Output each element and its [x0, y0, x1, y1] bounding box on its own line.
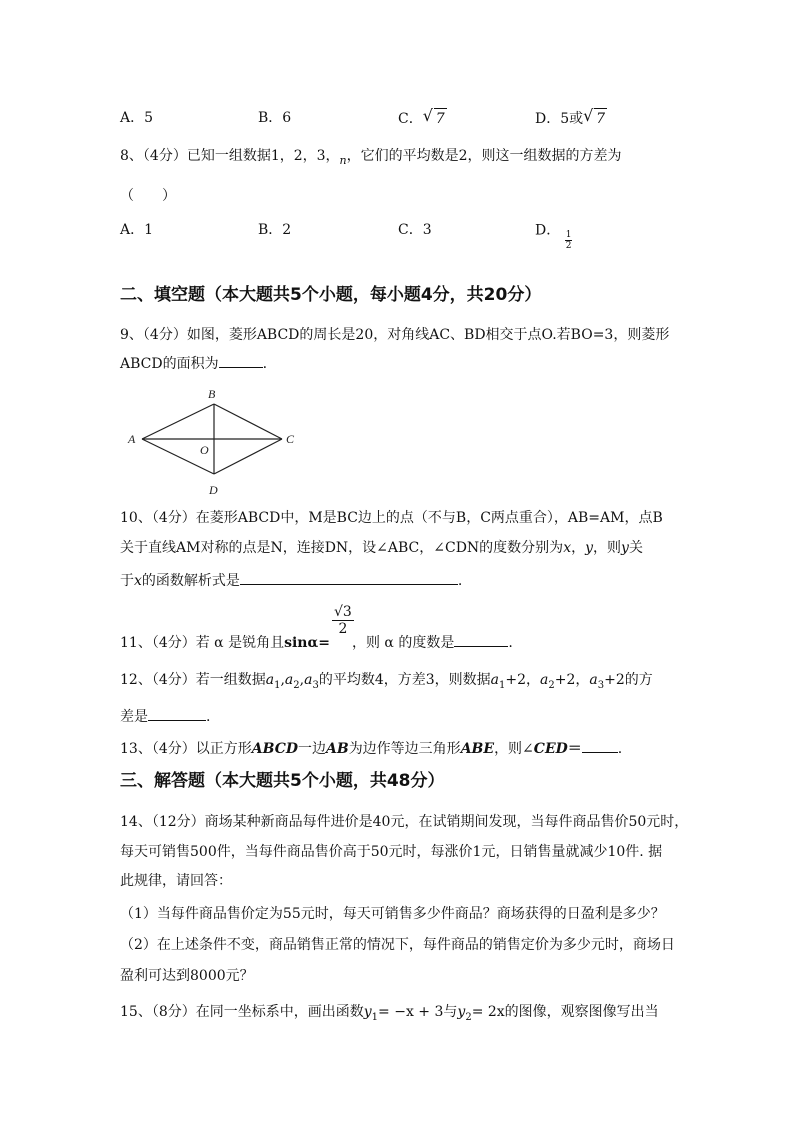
q11-prefix: 11、（4分）若 α 是锐角且 [120, 635, 285, 651]
q12-stem: 12、（4分）若一组数据$a_1,a_2,a_3$的平均数4，方差3，则数据$a_1+2$，$a_2+2$，$a_3+2$的方 [120, 672, 653, 691]
var-y: y [457, 1004, 466, 1020]
var-a: a [589, 672, 598, 688]
q7-option-d [535, 108, 607, 129]
q13-stem [120, 738, 622, 759]
subscript: 1 [371, 1011, 379, 1023]
side-cd [214, 439, 282, 474]
var-a: a [265, 672, 275, 688]
fraction-denominator: 2 [565, 241, 572, 251]
var-a: a [284, 672, 294, 688]
subscript: 3 [597, 679, 605, 691]
q14-line3: 此规律，请回答： [120, 873, 232, 889]
q13-mid3: ，则∠ [494, 741, 534, 757]
q12-end: 的方 [624, 672, 653, 688]
q11-sin: sinα= [284, 635, 330, 651]
var-y: y [621, 540, 629, 556]
q7-option-a: A．5 [120, 110, 154, 126]
plus-two: +2 [554, 672, 576, 688]
q14-sub2-cont: 盈利可达到8000元？ [120, 968, 254, 984]
q11-suffix: ，则 α 的度数是 [351, 635, 455, 651]
q10-line3 [120, 570, 462, 591]
q9-line2 [120, 353, 267, 374]
q7-option-c-label: C． [398, 111, 423, 127]
q8-prefix: 8、（4分）已知一组数据1，2，3， [120, 148, 340, 164]
q11-end: . [508, 635, 513, 651]
q15-and: 与 [443, 1004, 458, 1020]
q10-line1: 10、（4分）在菱形ABCD中，M是BC边上的点（不与B，C两点重合），AB=AM，点B [120, 510, 663, 526]
q13-mid2: 为边作等边三角形 [348, 741, 461, 757]
var-x: x [563, 540, 572, 556]
q10-line3-end: . [457, 573, 463, 589]
q14-sub1: （1）当每件商品售价定为55元时，每天可销售多少件商品？商场获得的日盈利是多少？ [120, 906, 665, 922]
q10-line3-text2: 的函数解析式是 [141, 573, 240, 589]
answer-blank [219, 353, 263, 368]
subscript: 3 [312, 679, 319, 691]
separator: ， [575, 672, 590, 688]
q10-comma: ， [571, 540, 586, 556]
q7-option-d-label: D．5或 [535, 111, 584, 127]
label-b: B [208, 387, 216, 401]
q8-paren: （ ） [120, 188, 176, 204]
q8-option-d-label: D． [535, 222, 561, 239]
subscript: 2 [465, 1011, 472, 1023]
label-d: D [209, 483, 218, 497]
q8-stem [120, 146, 622, 171]
q14-line1: 14、（12分）商场某种新商品每件进价是40元，在试销期间发现，当每件商品售价50元时， [120, 814, 689, 830]
fraction-denominator: 2 [338, 621, 348, 637]
q9-line2-text: ABCD的面积为 [120, 356, 219, 372]
q13-end: . [617, 741, 623, 757]
q13-ced: CED [533, 741, 568, 757]
q13-eq: ＝ [567, 741, 582, 757]
q15-suffix: 的图像，观察图像写出当 [504, 1004, 659, 1020]
var-a: a [490, 672, 500, 688]
label-o: O [200, 443, 209, 457]
q14-line2: 每天可销售500件，当每件商品售价高于50元时，每涨价1元，日销售量就减少10件. 据 [120, 844, 663, 860]
q10-line3-text: 于 [120, 573, 134, 589]
q9-line2-end: . [262, 356, 268, 372]
q7-option-c-radicand: 7 [434, 108, 447, 129]
subscript: 2 [548, 679, 555, 691]
sqrt-symbol [585, 108, 607, 129]
q12-line2-end: . [206, 709, 211, 725]
q8-option-b: B．2 [258, 222, 292, 238]
answer-blank [240, 570, 458, 585]
label-c: C [286, 432, 295, 446]
answer-blank [148, 706, 206, 721]
plus-two: +2 [604, 672, 625, 688]
q11-stem [120, 632, 513, 653]
q13-prefix: 13、（4分）以正方形 [120, 741, 252, 757]
subscript: 1 [499, 679, 506, 691]
subscript: 1 [274, 679, 281, 691]
q15-function-1: = −x + 3 [378, 1004, 444, 1020]
q8-option-d-fraction [565, 230, 573, 251]
q12-prefix: 12、（4分）若一组数据 [120, 672, 266, 688]
q12-line2 [120, 706, 210, 727]
q13-abe: ABE [460, 741, 495, 757]
var-a: a [304, 672, 313, 688]
section-2-heading: 二、填空题（本大题共5个小题，每小题4分，共20分） [120, 285, 542, 305]
q14-sub2: （2）在上述条件不变，商品销售正常的情况下，每件商品的销售定价为多少元时，商场日 [120, 937, 675, 953]
side-ab [142, 404, 214, 439]
q13-abcd: ABCD [251, 741, 298, 757]
q15-function-2: = 2x [471, 1004, 505, 1020]
q15-stem [120, 1002, 659, 1028]
rhombus-figure [122, 384, 308, 500]
q7-option-b: B．6 [258, 110, 292, 126]
q10-line2-end: 关 [628, 540, 643, 556]
var-y: y [585, 540, 594, 556]
q8-var: n [339, 153, 347, 167]
q15-prefix: 15、（8分）在同一坐标系中，画出函数 [120, 1004, 364, 1020]
plus-two: +2 [505, 672, 527, 688]
label-a: A [128, 432, 136, 446]
q13-mid1: 一边 [297, 741, 326, 757]
q12-line2-text: 差是 [120, 709, 148, 725]
q8-option-d [535, 220, 572, 251]
q10-line2-text: 关于直线AM对称的点是N，连接DN，设∠ABC，∠CDN的度数分别为 [120, 540, 564, 556]
answer-blank [454, 632, 508, 647]
q13-ab: AB [325, 741, 349, 757]
q10-line2 [120, 538, 643, 558]
q8-option-a: A．1 [120, 222, 154, 238]
subscript: 2 [293, 679, 300, 691]
fraction-numerator: √3 [334, 604, 352, 620]
side-bc [214, 404, 282, 439]
q8-suffix: ，它们的平均数是2，则这一组数据的方差为 [346, 148, 622, 164]
q7-option-d-radicand: 7 [594, 108, 607, 129]
answer-blank [582, 738, 618, 753]
q9-line1: 9、（4分）如图，菱形ABCD的周长是20，对角线AC、BD相交于点O.若BO=3，则菱形 [120, 327, 670, 343]
q10-line2-then: ，则 [593, 540, 622, 556]
fraction-numerator: 1 [565, 230, 572, 240]
q8-option-c: C．3 [398, 222, 432, 238]
section-3-heading: 三、解答题（本大题共5个小题，共48分） [120, 771, 445, 791]
sqrt-symbol [425, 108, 447, 129]
var-a: a [540, 672, 549, 688]
q7-option-c [398, 108, 447, 129]
q12-mid: 的平均数4，方差3，则数据 [318, 672, 491, 688]
separator: ， [526, 672, 541, 688]
var-y: y [363, 1004, 372, 1020]
var-x: x [134, 573, 142, 589]
